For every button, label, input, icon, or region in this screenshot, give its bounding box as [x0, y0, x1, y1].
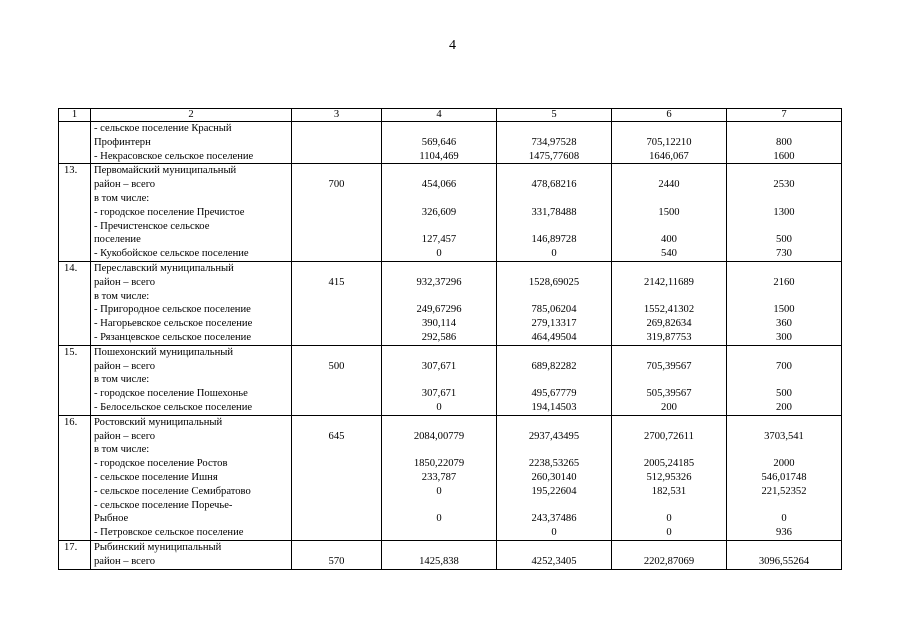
- col6-value-cell: [612, 415, 727, 429]
- col5-value-cell: 279,13317: [497, 317, 612, 331]
- col6-value-cell: 705,12210: [612, 136, 727, 150]
- col6-value-cell: 2142,11689: [612, 276, 727, 290]
- col6-value-cell: [612, 540, 727, 554]
- col3-value-cell: [292, 526, 382, 540]
- col5-value-cell: 194,14503: [497, 401, 612, 415]
- col4-value-cell: 1850,22079: [382, 457, 497, 471]
- name-cell: район – всего: [91, 360, 292, 374]
- name-cell: район – всего: [91, 430, 292, 444]
- col5-value-cell: 785,06204: [497, 303, 612, 317]
- col4-value-cell: [382, 443, 497, 457]
- col6-value-cell: [612, 290, 727, 304]
- col5-value-cell: [497, 345, 612, 359]
- col7-value-cell: [727, 122, 842, 136]
- header-cell: 6: [612, 109, 727, 122]
- col6-value-cell: 705,39567: [612, 360, 727, 374]
- name-cell: - городское поселение Ростов: [91, 457, 292, 471]
- col6-value-cell: 0: [612, 526, 727, 540]
- col5-value-cell: 1528,69025: [497, 276, 612, 290]
- row-number-cell: [59, 303, 91, 317]
- table-row: [59, 430, 842, 444]
- col6-value-cell: [612, 345, 727, 359]
- table-row: [59, 276, 842, 290]
- name-cell: район – всего: [91, 555, 292, 569]
- page-number: 4: [449, 38, 456, 53]
- col4-value-cell: [382, 261, 497, 275]
- col4-value-cell: [382, 499, 497, 513]
- col6-value-cell: 319,87753: [612, 331, 727, 345]
- col3-value-cell: [292, 415, 382, 429]
- col4-value-cell: 0: [382, 247, 497, 261]
- col5-value-cell: [497, 164, 612, 178]
- col3-value-cell: [292, 485, 382, 499]
- name-cell: - Некрасовское сельское поселение: [91, 150, 292, 164]
- col5-value-cell: [497, 499, 612, 513]
- header-cell: 4: [382, 109, 497, 122]
- col3-value-cell: 700: [292, 178, 382, 192]
- col5-value-cell: [497, 540, 612, 554]
- col3-value-cell: 645: [292, 430, 382, 444]
- col7-value-cell: 546,01748: [727, 471, 842, 485]
- col3-value-cell: [292, 443, 382, 457]
- table-row: [59, 443, 842, 457]
- name-cell: - Пречистенское сельское: [91, 220, 292, 234]
- name-cell: район – всего: [91, 276, 292, 290]
- col4-value-cell: [382, 122, 497, 136]
- col5-value-cell: 243,37486: [497, 512, 612, 526]
- table-row: [59, 457, 842, 471]
- col5-value-cell: 0: [497, 247, 612, 261]
- col6-value-cell: 182,531: [612, 485, 727, 499]
- table-row: [59, 401, 842, 415]
- col3-value-cell: [292, 233, 382, 247]
- table-row: [59, 526, 842, 540]
- col7-value-cell: 2530: [727, 178, 842, 192]
- col5-value-cell: [497, 261, 612, 275]
- col3-value-cell: [292, 317, 382, 331]
- table-row: [59, 555, 842, 569]
- row-number-cell: [59, 457, 91, 471]
- row-number-cell: [59, 499, 91, 513]
- col4-value-cell: [382, 526, 497, 540]
- table-group: [59, 261, 842, 345]
- col3-value-cell: [292, 122, 382, 136]
- col5-value-cell: [497, 220, 612, 234]
- col7-value-cell: [727, 443, 842, 457]
- name-cell: в том числе:: [91, 192, 292, 206]
- col5-value-cell: 689,82282: [497, 360, 612, 374]
- col5-value-cell: 495,67779: [497, 387, 612, 401]
- row-number-cell: 13.: [59, 164, 91, 178]
- row-number-cell: [59, 331, 91, 345]
- table-group: [59, 345, 842, 415]
- table-row: [59, 415, 842, 429]
- col7-value-cell: [727, 373, 842, 387]
- row-number-cell: [59, 220, 91, 234]
- col4-value-cell: 249,67296: [382, 303, 497, 317]
- col5-value-cell: 146,89728: [497, 233, 612, 247]
- row-number-cell: [59, 555, 91, 569]
- col7-value-cell: [727, 540, 842, 554]
- col5-value-cell: [497, 290, 612, 304]
- col6-value-cell: [612, 261, 727, 275]
- row-number-cell: [59, 233, 91, 247]
- col7-value-cell: 300: [727, 331, 842, 345]
- col6-value-cell: 1646,067: [612, 150, 727, 164]
- col4-value-cell: [382, 192, 497, 206]
- row-number-cell: [59, 317, 91, 331]
- table-row: [59, 345, 842, 359]
- table-row: [59, 540, 842, 554]
- col3-value-cell: [292, 164, 382, 178]
- row-number-cell: 17.: [59, 540, 91, 554]
- row-number-cell: [59, 122, 91, 136]
- name-cell: в том числе:: [91, 290, 292, 304]
- name-cell: - городское поселение Пречистое: [91, 206, 292, 220]
- name-cell: - Нагорьевское сельское поселение: [91, 317, 292, 331]
- col6-value-cell: 2440: [612, 178, 727, 192]
- table-row: [59, 512, 842, 526]
- name-cell: - городское поселение Пошехонье: [91, 387, 292, 401]
- col3-value-cell: [292, 261, 382, 275]
- col5-value-cell: 478,68216: [497, 178, 612, 192]
- col5-value-cell: 734,97528: [497, 136, 612, 150]
- col5-value-cell: 2937,43495: [497, 430, 612, 444]
- name-cell: Ростовский муниципальный: [91, 415, 292, 429]
- table-group: [59, 164, 842, 262]
- col3-value-cell: [292, 373, 382, 387]
- col3-value-cell: 570: [292, 555, 382, 569]
- col6-value-cell: 2202,87069: [612, 555, 727, 569]
- col7-value-cell: 1500: [727, 303, 842, 317]
- col3-value-cell: [292, 387, 382, 401]
- col6-value-cell: 269,82634: [612, 317, 727, 331]
- row-number-cell: [59, 401, 91, 415]
- col4-value-cell: 1104,469: [382, 150, 497, 164]
- row-number-cell: [59, 512, 91, 526]
- col3-value-cell: [292, 331, 382, 345]
- col6-value-cell: [612, 373, 727, 387]
- name-cell: - Рязанцевское сельское поселение: [91, 331, 292, 345]
- col3-value-cell: [292, 192, 382, 206]
- col4-value-cell: [382, 164, 497, 178]
- col7-value-cell: 360: [727, 317, 842, 331]
- col5-value-cell: [497, 373, 612, 387]
- col7-value-cell: [727, 345, 842, 359]
- table-row: [59, 164, 842, 178]
- col5-value-cell: 331,78488: [497, 206, 612, 220]
- col3-value-cell: [292, 220, 382, 234]
- name-cell: в том числе:: [91, 373, 292, 387]
- col4-value-cell: 1425,838: [382, 555, 497, 569]
- col4-value-cell: 292,586: [382, 331, 497, 345]
- table-group: [59, 540, 842, 569]
- table-group: [59, 122, 842, 164]
- name-cell: Профинтерн: [91, 136, 292, 150]
- col7-value-cell: 700: [727, 360, 842, 374]
- header-cell: 7: [727, 109, 842, 122]
- col3-value-cell: [292, 206, 382, 220]
- header-cell: 2: [91, 109, 292, 122]
- name-cell: - Пригородное сельское поселение: [91, 303, 292, 317]
- col3-value-cell: [292, 401, 382, 415]
- table-row: [59, 471, 842, 485]
- row-number-cell: [59, 443, 91, 457]
- header-cell: 3: [292, 109, 382, 122]
- col4-value-cell: [382, 220, 497, 234]
- col3-value-cell: [292, 345, 382, 359]
- budget-table: [58, 108, 842, 570]
- col4-value-cell: [382, 415, 497, 429]
- col3-value-cell: [292, 499, 382, 513]
- col4-value-cell: [382, 290, 497, 304]
- col7-value-cell: 1300: [727, 206, 842, 220]
- col3-value-cell: 415: [292, 276, 382, 290]
- col6-value-cell: 2700,72611: [612, 430, 727, 444]
- col4-value-cell: 307,671: [382, 360, 497, 374]
- col6-value-cell: 2005,24185: [612, 457, 727, 471]
- col4-value-cell: 2084,00779: [382, 430, 497, 444]
- row-number-cell: [59, 136, 91, 150]
- table-row: [59, 122, 842, 136]
- col7-value-cell: 800: [727, 136, 842, 150]
- col6-value-cell: [612, 499, 727, 513]
- col5-value-cell: [497, 443, 612, 457]
- row-number-cell: [59, 290, 91, 304]
- col3-value-cell: [292, 457, 382, 471]
- col7-value-cell: 500: [727, 233, 842, 247]
- name-cell: район – всего: [91, 178, 292, 192]
- table-row: [59, 317, 842, 331]
- row-number-cell: [59, 360, 91, 374]
- col4-value-cell: [382, 345, 497, 359]
- col5-value-cell: 464,49504: [497, 331, 612, 345]
- col4-value-cell: 0: [382, 485, 497, 499]
- row-number-cell: [59, 526, 91, 540]
- col5-value-cell: 260,30140: [497, 471, 612, 485]
- row-number-cell: [59, 387, 91, 401]
- name-cell: Рыбинский муниципальный: [91, 540, 292, 554]
- col4-value-cell: 390,114: [382, 317, 497, 331]
- name-cell: Переславский муниципальный: [91, 261, 292, 275]
- col7-value-cell: 936: [727, 526, 842, 540]
- col3-value-cell: [292, 512, 382, 526]
- col7-value-cell: 200: [727, 401, 842, 415]
- table-header-row: [59, 109, 842, 122]
- col6-value-cell: 1552,41302: [612, 303, 727, 317]
- col7-value-cell: 1600: [727, 150, 842, 164]
- col4-value-cell: 569,646: [382, 136, 497, 150]
- table-row: [59, 485, 842, 499]
- col7-value-cell: [727, 220, 842, 234]
- table-row: [59, 387, 842, 401]
- table-row: [59, 261, 842, 275]
- col4-value-cell: 0: [382, 512, 497, 526]
- name-cell: - сельское поселение Красный: [91, 122, 292, 136]
- col3-value-cell: [292, 247, 382, 261]
- col7-value-cell: 2000: [727, 457, 842, 471]
- col7-value-cell: [727, 415, 842, 429]
- col7-value-cell: 2160: [727, 276, 842, 290]
- col3-value-cell: [292, 150, 382, 164]
- name-cell: Рыбное: [91, 512, 292, 526]
- col4-value-cell: 454,066: [382, 178, 497, 192]
- name-cell: - сельское поселение Семибратово: [91, 485, 292, 499]
- col6-value-cell: [612, 122, 727, 136]
- col6-value-cell: 0: [612, 512, 727, 526]
- col3-value-cell: 500: [292, 360, 382, 374]
- name-cell: - Белосельское сельское поселение: [91, 401, 292, 415]
- col4-value-cell: 0: [382, 401, 497, 415]
- col6-value-cell: 512,95326: [612, 471, 727, 485]
- col7-value-cell: [727, 261, 842, 275]
- col3-value-cell: [292, 540, 382, 554]
- table-row: [59, 178, 842, 192]
- name-cell: - сельское поселение Ишня: [91, 471, 292, 485]
- col4-value-cell: 307,671: [382, 387, 497, 401]
- row-number-cell: [59, 247, 91, 261]
- table-row: [59, 233, 842, 247]
- row-number-cell: [59, 192, 91, 206]
- table-row: [59, 290, 842, 304]
- table-row: [59, 136, 842, 150]
- col7-value-cell: 221,52352: [727, 485, 842, 499]
- col7-value-cell: 730: [727, 247, 842, 261]
- table-row: [59, 373, 842, 387]
- col5-value-cell: 4252,3405: [497, 555, 612, 569]
- col6-value-cell: 200: [612, 401, 727, 415]
- table-row: [59, 150, 842, 164]
- col3-value-cell: [292, 303, 382, 317]
- row-number-cell: 14.: [59, 261, 91, 275]
- col4-value-cell: [382, 373, 497, 387]
- table-row: [59, 303, 842, 317]
- row-number-cell: [59, 430, 91, 444]
- table-row: [59, 331, 842, 345]
- col4-value-cell: 932,37296: [382, 276, 497, 290]
- col5-value-cell: [497, 192, 612, 206]
- col4-value-cell: 233,787: [382, 471, 497, 485]
- col4-value-cell: [382, 540, 497, 554]
- name-cell: Первомайский муниципальный: [91, 164, 292, 178]
- row-number-cell: [59, 276, 91, 290]
- row-number-cell: 15.: [59, 345, 91, 359]
- table-row: [59, 499, 842, 513]
- col7-value-cell: [727, 499, 842, 513]
- col7-value-cell: 500: [727, 387, 842, 401]
- col3-value-cell: [292, 136, 382, 150]
- col6-value-cell: [612, 443, 727, 457]
- col7-value-cell: [727, 290, 842, 304]
- table-group: [59, 415, 842, 540]
- row-number-cell: 16.: [59, 415, 91, 429]
- name-cell: поселение: [91, 233, 292, 247]
- col7-value-cell: 3096,55264: [727, 555, 842, 569]
- row-number-cell: [59, 178, 91, 192]
- col5-value-cell: 0: [497, 526, 612, 540]
- col7-value-cell: 0: [727, 512, 842, 526]
- row-number-cell: [59, 485, 91, 499]
- row-number-cell: [59, 206, 91, 220]
- col5-value-cell: 195,22604: [497, 485, 612, 499]
- col3-value-cell: [292, 290, 382, 304]
- table-row: [59, 247, 842, 261]
- col6-value-cell: 505,39567: [612, 387, 727, 401]
- col6-value-cell: [612, 192, 727, 206]
- col7-value-cell: 3703,541: [727, 430, 842, 444]
- table-row: [59, 220, 842, 234]
- header-cell: 5: [497, 109, 612, 122]
- row-number-cell: [59, 373, 91, 387]
- col5-value-cell: 2238,53265: [497, 457, 612, 471]
- table-row: [59, 360, 842, 374]
- table-row: [59, 192, 842, 206]
- col6-value-cell: [612, 164, 727, 178]
- col5-value-cell: 1475,77608: [497, 150, 612, 164]
- header-cell: 1: [59, 109, 91, 122]
- col5-value-cell: [497, 415, 612, 429]
- col5-value-cell: [497, 122, 612, 136]
- col4-value-cell: 326,609: [382, 206, 497, 220]
- col4-value-cell: 127,457: [382, 233, 497, 247]
- col7-value-cell: [727, 164, 842, 178]
- col6-value-cell: 540: [612, 247, 727, 261]
- name-cell: - Петровское сельское поселение: [91, 526, 292, 540]
- col6-value-cell: [612, 220, 727, 234]
- name-cell: в том числе:: [91, 443, 292, 457]
- name-cell: - сельское поселение Поречье-: [91, 499, 292, 513]
- col6-value-cell: 400: [612, 233, 727, 247]
- col3-value-cell: [292, 471, 382, 485]
- name-cell: - Кукобойское сельское поселение: [91, 247, 292, 261]
- col6-value-cell: 1500: [612, 206, 727, 220]
- row-number-cell: [59, 471, 91, 485]
- row-number-cell: [59, 150, 91, 164]
- col7-value-cell: [727, 192, 842, 206]
- name-cell: Пошехонский муниципальный: [91, 345, 292, 359]
- table-row: [59, 206, 842, 220]
